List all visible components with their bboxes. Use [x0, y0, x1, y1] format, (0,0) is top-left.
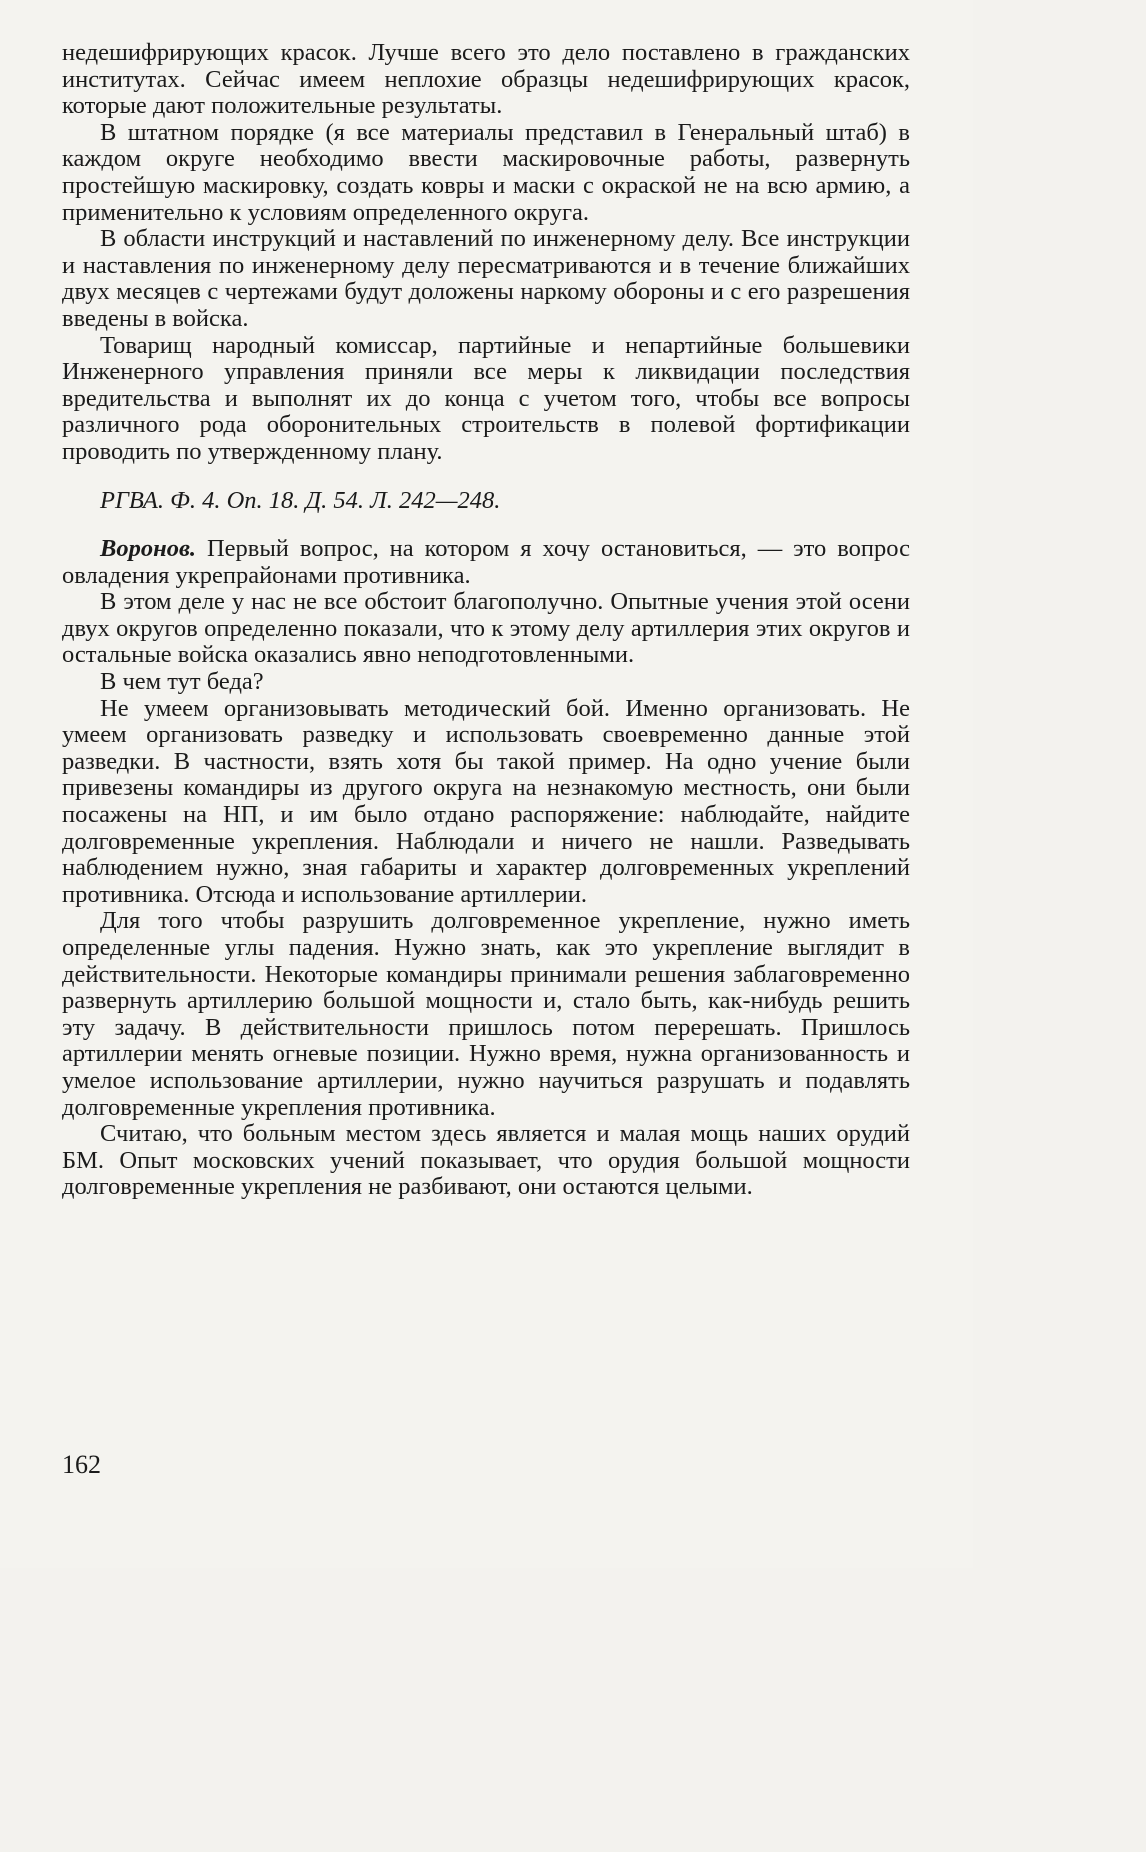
speaker-name: Воронов. [100, 535, 197, 563]
page-number: 162 [62, 1450, 101, 1479]
archive-source-reference: РГВА. Ф. 4. Оп. 18. Д. 54. Л. 242—248. [100, 486, 501, 514]
paragraph: Не умеем организовывать методический бой. Именно организовать. Не умеем организовать разведку и использовать своевременно данные этой разведки. В частности, взять хотя бы такой пример. На одно учение были привезены командиры из другого округа на незнакомую местность, они были посажены на НП, и им было отдано распоряжение: наблюдайте, найдите долговременные укрепления. Наблюдали и ничего не нашли. Разведывать наблюдением нужно, зная габариты и характер долговременных укреплений противника. Отсюда и использование артиллерии. [62, 694, 910, 908]
body-text [62, 40, 910, 1201]
paragraph: В этом деле у нас не все обстоит благополучно. Опытные учения этой осени двух округов определенно показали, что к этому делу артиллерия этих округов и остальные войска оказались явно неподготовленными. [62, 588, 910, 669]
paragraph: В области инструкций и наставлений по инженерному делу. Все инструкции и наставления по инженерному делу пересматриваются и в течение ближайших двух месяцев с чертежами будут доложены наркому обороны и с его разрешения введены в войска. [62, 225, 910, 332]
paragraph: Товарищ народный комиссар, партийные и непартийные большевики Инженерного управления приняли все меры к ликвидации последствия вредительства и выполнят их до конца с учетом того, чтобы все вопросы различного рода оборонительных строительств в полевой фортификации проводить по утвержденному плану. [62, 331, 910, 465]
paragraph-continued: недешифрирующих красок. Лучше всего это дело поставлено в гражданских институтах. Сейчас имеем неплохие образцы недешифрирующих красок, которые дают положительные результаты. [62, 39, 910, 120]
speech-opening-paragraph [62, 536, 910, 589]
paragraph: В чем тут беда? [100, 668, 264, 696]
speech-opening-text: Первый вопрос, на котором я хочу остановиться, — это вопрос овладения укрепрайонами противника. [62, 535, 910, 589]
paragraph: Считаю, что больным местом здесь является и малая мощь наших орудий БМ. Опыт московских учений показывает, что орудия большой мощности долговременные укрепления не разбивают, они остаются целыми. [62, 1120, 910, 1201]
paragraph: Для того чтобы разрушить долговременное укрепление, нужно иметь определенные углы падения. Нужно знать, как это укрепление выглядит в действительности. Некоторые командиры принимали решения заблаговременно развернуть артиллерию большой мощности и, стало быть, как-нибудь решить эту задачу. В действительности пришлось потом перерешать. Пришлось артиллерии менять огневые позиции. Нужно время, нужна организованность и умелое использование артиллерии, нужно научиться разрушать и подавлять долговременные укрепления противника. [62, 907, 910, 1121]
paragraph: В штатном порядке (я все материалы представил в Генеральный штаб) в каждом округе необходимо ввести маскировочные работы, развернуть простейшую маскировку, создать ковры и маски с окраской не на всю армию, а применительно к условиям определенного округа. [62, 118, 910, 226]
